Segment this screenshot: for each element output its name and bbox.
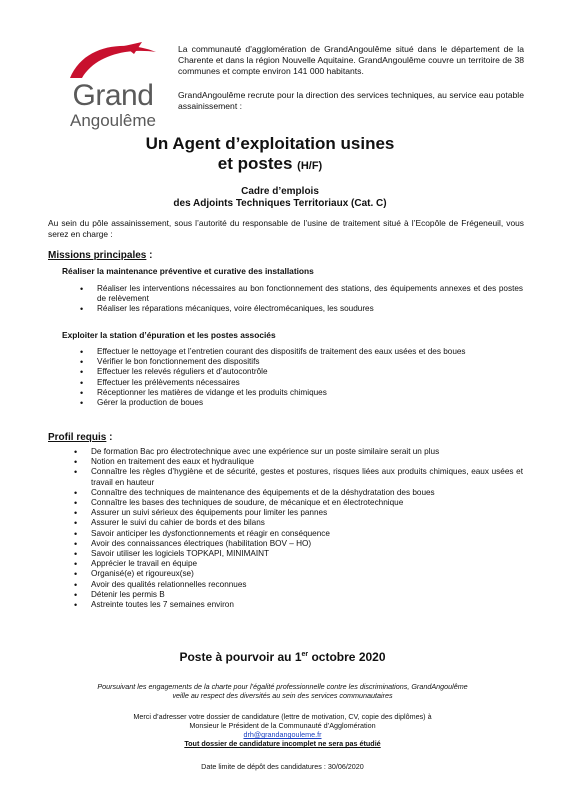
list-item: • Connaître des techniques de maintenance des équipements et de la déshydratation des boues — [74, 488, 523, 498]
job-title-gender: (H/F) — [297, 160, 323, 172]
context-paragraph: Au sein du pôle assainissement, sous l’autorité du responsable de l’usine de traitement situé à l’Ecopôle de Frégeneuil, vous serez en charge : — [48, 218, 524, 239]
equality-line2: veille au respect des diversités au sein des services communautaires — [172, 691, 393, 700]
list-item: • Avoir des connaissances électriques (habilitation BOV – HO) — [74, 539, 523, 549]
list-item: • Apprécier le travail en équipe — [74, 559, 523, 569]
start-date-sup: er — [301, 651, 309, 658]
missions-heading: Missions principales : — [48, 250, 153, 261]
intro-paragraph: La communauté d'agglomération de GrandAngoulême situé dans le département de la Charente et dans la région Nouvelle Aquitaine. GrandAngoulême couvre un territoire de 38 communes et compte environ 141 000 habitants. — [178, 44, 524, 76]
job-title-line2 — [120, 154, 420, 176]
grandangouleme-logo — [64, 40, 162, 136]
missions-list-exploitation — [80, 347, 523, 408]
list-item: • De formation Bac pro électrotechnique avec une expérience sur un poste similaire serait un plus — [74, 447, 523, 457]
list-item: • Assurer un suivi sérieux des équipements pour limiter les pannes — [74, 508, 523, 518]
profil-heading-text: Profil requis — [48, 432, 107, 443]
list-item: • Gérer la production de boues — [80, 398, 523, 408]
list-item: • Savoir anticiper les dysfonctionnements et réagir en conséquence — [74, 529, 523, 539]
job-title-line2-text: et postes — [217, 154, 293, 173]
send-line2: Monsieur le Président de la Communauté d’Agglomération — [189, 721, 376, 730]
list-item: • Connaître les bases des techniques de soudure, de mécanique et en électrotechnique — [74, 498, 523, 508]
logo-word-grand: Grand — [72, 79, 154, 112]
list-item: • Savoir utiliser les logiciels TOPKAPI, MINIMAINT — [74, 549, 523, 559]
start-date-rest: octobre 2020 — [308, 650, 386, 664]
profil-list — [74, 447, 523, 610]
list-item: • Effectuer le nettoyage et l’entretien courant des dispositifs de traitement des eaux usées et des boues — [80, 347, 523, 357]
missions-list-maintenance — [80, 284, 523, 315]
profil-heading: Profil requis : — [48, 432, 113, 443]
job-title-line1: Un Agent d’exploitation usines — [145, 134, 395, 153]
job-title — [120, 134, 420, 176]
missions-subheading-maintenance: Réaliser la maintenance préventive et curative des installations — [62, 266, 314, 276]
start-date — [0, 650, 565, 664]
incomplete-warning: Tout dossier de candidature incomplet ne sera pas étudié — [184, 739, 381, 748]
cadre-emplois — [60, 186, 500, 210]
list-item: • Organisé(e) et rigoureux(se) — [74, 569, 523, 579]
list-item: • Assurer le suivi du cahier de bords et des bilans — [74, 518, 523, 528]
equality-line1: Poursuivant les engagements de la charte pour l’égalité professionnelle contre les discriminations, GrandAngoulême — [97, 682, 468, 691]
logo-word-angouleme: Angoulême — [69, 111, 156, 130]
send-line1: Merci d’adresser votre dossier de candidature (lettre de motivation, CV, copie des diplômes) à — [133, 712, 432, 721]
application-instructions — [40, 712, 525, 748]
contact-email-link[interactable]: drh@grandangouleme.fr — [243, 730, 322, 739]
application-deadline: Date limite de dépôt des candidatures : 30/06/2020 — [201, 762, 364, 771]
list-item: • Vérifier le bon fonctionnement des dispositifs — [80, 357, 523, 367]
missions-heading-text: Missions principales — [48, 250, 147, 261]
cadre-line2: des Adjoints Techniques Territoriaux (Cat. C) — [173, 198, 387, 209]
recruitment-paragraph: GrandAngoulême recrute pour la direction des services techniques, au service eau potable assainissement : — [178, 90, 524, 111]
list-item: • Réceptionner les matières de vidange et les produits chimiques — [80, 388, 523, 398]
list-item: • Réaliser les réparations mécaniques, voire électromécaniques, les soudures — [80, 304, 523, 314]
list-item: • Astreinte toutes les 7 semaines environ — [74, 600, 523, 610]
list-item: • Effectuer les relevés réguliers et d’autocontrôle — [80, 367, 523, 377]
logo-arc-icon — [64, 40, 162, 80]
list-item: • Effectuer les prélèvements nécessaires — [80, 378, 523, 388]
list-item: • Notion en traitement des eaux et hydraulique — [74, 457, 523, 467]
start-date-text: Poste à pourvoir au 1 — [179, 650, 302, 664]
equality-commitment — [40, 682, 525, 700]
cadre-line1: Cadre d’emplois — [241, 186, 319, 197]
list-item: • Détenir les permis B — [74, 590, 523, 600]
list-item: • Avoir des qualités relationnelles reconnues — [74, 580, 523, 590]
missions-subheading-exploitation: Exploiter la station d’épuration et les postes associés — [62, 330, 276, 340]
list-item: • Connaître les règles d’hygiène et de sécurité, gestes et postures, risques liées aux produits chimiques, eaux usées et travail en hauteur — [74, 467, 523, 487]
list-item: • Réaliser les interventions nécessaires au bon fonctionnement des stations, des équipements annexes et des postes de relèvement — [80, 284, 523, 304]
